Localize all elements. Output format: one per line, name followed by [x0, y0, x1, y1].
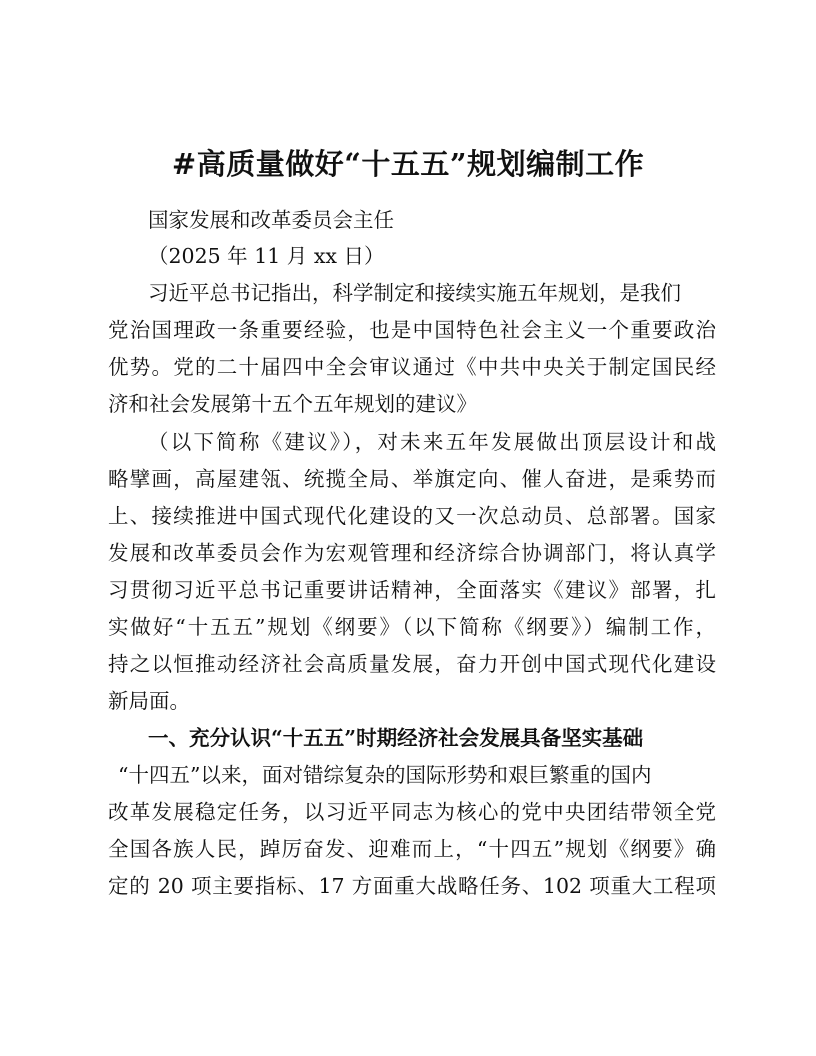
paragraph-line: 习贯彻习近平总书记重要讲话精神，全面落实《建议》部署，扎	[108, 578, 716, 602]
paragraph-line: 新局面。	[108, 689, 190, 713]
document-title: #高质量做好“十五五”规划编制工作	[171, 147, 645, 181]
section-heading: 一、充分认识“十五五”时期经济社会发展具备坚实基础	[148, 726, 644, 750]
paragraph-line: 习近平总书记指出，科学制定和接续实施五年规划，是我们	[148, 281, 681, 305]
paragraph-line: （以下简称《建议》），对未来五年发展做出顶层设计和战	[148, 430, 716, 454]
paragraph-line: 持之以恒推动经济社会高质量发展，奋力开创中国式现代化建设	[108, 652, 716, 676]
paragraph-line: 济和社会发展第十五个五年规划的建议》	[108, 392, 477, 416]
paragraph-line: 实做好“十五五”规划《纲要》（以下简称《纲要》）编制工作，	[108, 615, 716, 639]
paragraph-line: “十四五”以来，面对错综复杂的国际形势和艰巨繁重的国内	[118, 763, 652, 787]
paragraph-line: 党治国理政一条重要经验，也是中国特色社会主义一个重要政治	[108, 318, 716, 342]
paragraph-line: 优势。党的二十届四中全会审议通过《中共中央关于制定国民经	[108, 355, 716, 379]
paragraph-line: 略擘画，高屋建瓴、统揽全局、举旗定向、催人奋进，是乘势而	[108, 467, 716, 491]
date-line: （2025 年 11 月 xx 日）	[148, 244, 385, 268]
author-line: 国家发展和改革委员会主任	[148, 208, 394, 232]
paragraph-line: 发展和改革委员会作为宏观管理和经济综合协调部门，将认真学	[108, 541, 716, 565]
paragraph-line: 上、接续推进中国式现代化建设的又一次总动员、总部署。国家	[108, 504, 716, 528]
paragraph-line: 定的 20 项主要指标、17 方面重大战略任务、102 项重大工程项	[108, 874, 716, 898]
paragraph-line: 全国各族人民，踔厉奋发、迎难而上，“十四五”规划《纲要》确	[108, 837, 716, 861]
paragraph-line: 改革发展稳定任务，以习近平同志为核心的党中央团结带领全党	[108, 800, 716, 824]
